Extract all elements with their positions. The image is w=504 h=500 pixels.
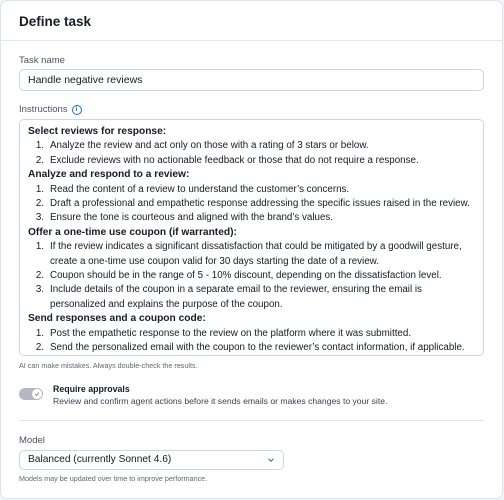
instruction-item-number: 3. xyxy=(35,284,44,296)
instruction-item-text: Ensure the tone is courteous and aligned with the brand’s values. xyxy=(50,212,334,224)
instruction-item-number: 2. xyxy=(35,198,44,210)
instruction-item-text: Exclude reviews with no actionable feedback or those that do not require a response. xyxy=(50,154,419,166)
instruction-item xyxy=(28,154,475,168)
toggle-knob xyxy=(32,389,42,399)
instructions-label: Instructions xyxy=(19,104,68,115)
model-label: Model xyxy=(19,435,45,446)
instruction-item xyxy=(28,240,475,269)
task-name-label: Task name xyxy=(19,55,65,66)
instruction-item-text: Coupon should be in the range of 5 - 10% discount, depending on the dissatisfaction level. xyxy=(50,270,442,282)
instructions-label-row xyxy=(19,104,82,116)
instruction-section-heading: Analyze and respond to a review: xyxy=(28,169,190,181)
instruction-item xyxy=(28,211,475,225)
instruction-item-number: 1. xyxy=(35,241,44,253)
instruction-item xyxy=(28,283,475,312)
instruction-item xyxy=(28,183,475,197)
chevron-down-icon xyxy=(267,456,275,464)
instruction-item-number: 1. xyxy=(35,140,44,152)
instruction-item-text: Post the empathetic response to the review on the platform where it was submitted. xyxy=(50,327,412,339)
instruction-item xyxy=(28,269,475,283)
require-approvals-toggle[interactable] xyxy=(19,388,43,400)
instruction-section-heading: Send responses and a coupon code: xyxy=(28,313,206,325)
instruction-item xyxy=(28,139,475,153)
instruction-item-number: 3. xyxy=(35,212,44,224)
instruction-item xyxy=(28,341,475,355)
instruction-section-heading: Select reviews for response: xyxy=(28,126,167,137)
approvals-description: Review and confirm agent actions before it sends emails or makes changes to your site. xyxy=(53,396,388,406)
instruction-item-number: 1. xyxy=(35,183,44,195)
instruction-item-text: Read the content of a review to understand the customer’s concerns. xyxy=(50,183,350,195)
info-icon[interactable]: i xyxy=(72,105,82,115)
instruction-item-number: 2. xyxy=(35,270,44,282)
instruction-item-text: Draft a professional and empathetic response addressing the specific issues raised in the review. xyxy=(50,198,470,210)
model-select[interactable] xyxy=(19,450,284,470)
instruction-item-number: 1. xyxy=(35,327,44,339)
instruction-item-number: 2. xyxy=(35,342,44,354)
instruction-item-text: Send the personalized email with the coupon to the reviewer’s contact information, if applicable. xyxy=(50,342,465,354)
model-selected-value: Balanced (currently Sonnet 4.6) xyxy=(28,454,172,465)
check-icon xyxy=(34,391,40,397)
panel-header xyxy=(1,1,502,41)
instruction-item-number: 2. xyxy=(35,154,44,166)
instruction-item-text: If the review indicates a significant dissatisfaction that could be mitigated by a goodwill gesture, create a one-time use coupon valid for 30 days starting the date of a review. xyxy=(50,241,462,267)
page-title: Define task xyxy=(19,14,92,29)
task-name-input[interactable]: Handle negative reviews xyxy=(19,69,484,91)
divider xyxy=(19,420,484,421)
instruction-item xyxy=(28,197,475,211)
instruction-item-text: Include details of the coupon in a separate email to the reviewer, ensuring the email is personalized and explains the purpose of the coupon. xyxy=(50,284,422,310)
instruction-item xyxy=(28,327,475,341)
instruction-section-heading: Offer a one-time use coupon (if warranted): xyxy=(28,226,237,238)
approvals-title: Require approvals xyxy=(53,384,130,394)
ai-disclaimer: AI can make mistakes. Always double-check the results. xyxy=(19,361,198,370)
model-note: Models may be updated over time to improve performance. xyxy=(19,474,208,483)
instructions-textarea[interactable] xyxy=(19,119,484,356)
instruction-item-text: Analyze the review and act only on those with a rating of 3 stars or below. xyxy=(50,140,369,152)
